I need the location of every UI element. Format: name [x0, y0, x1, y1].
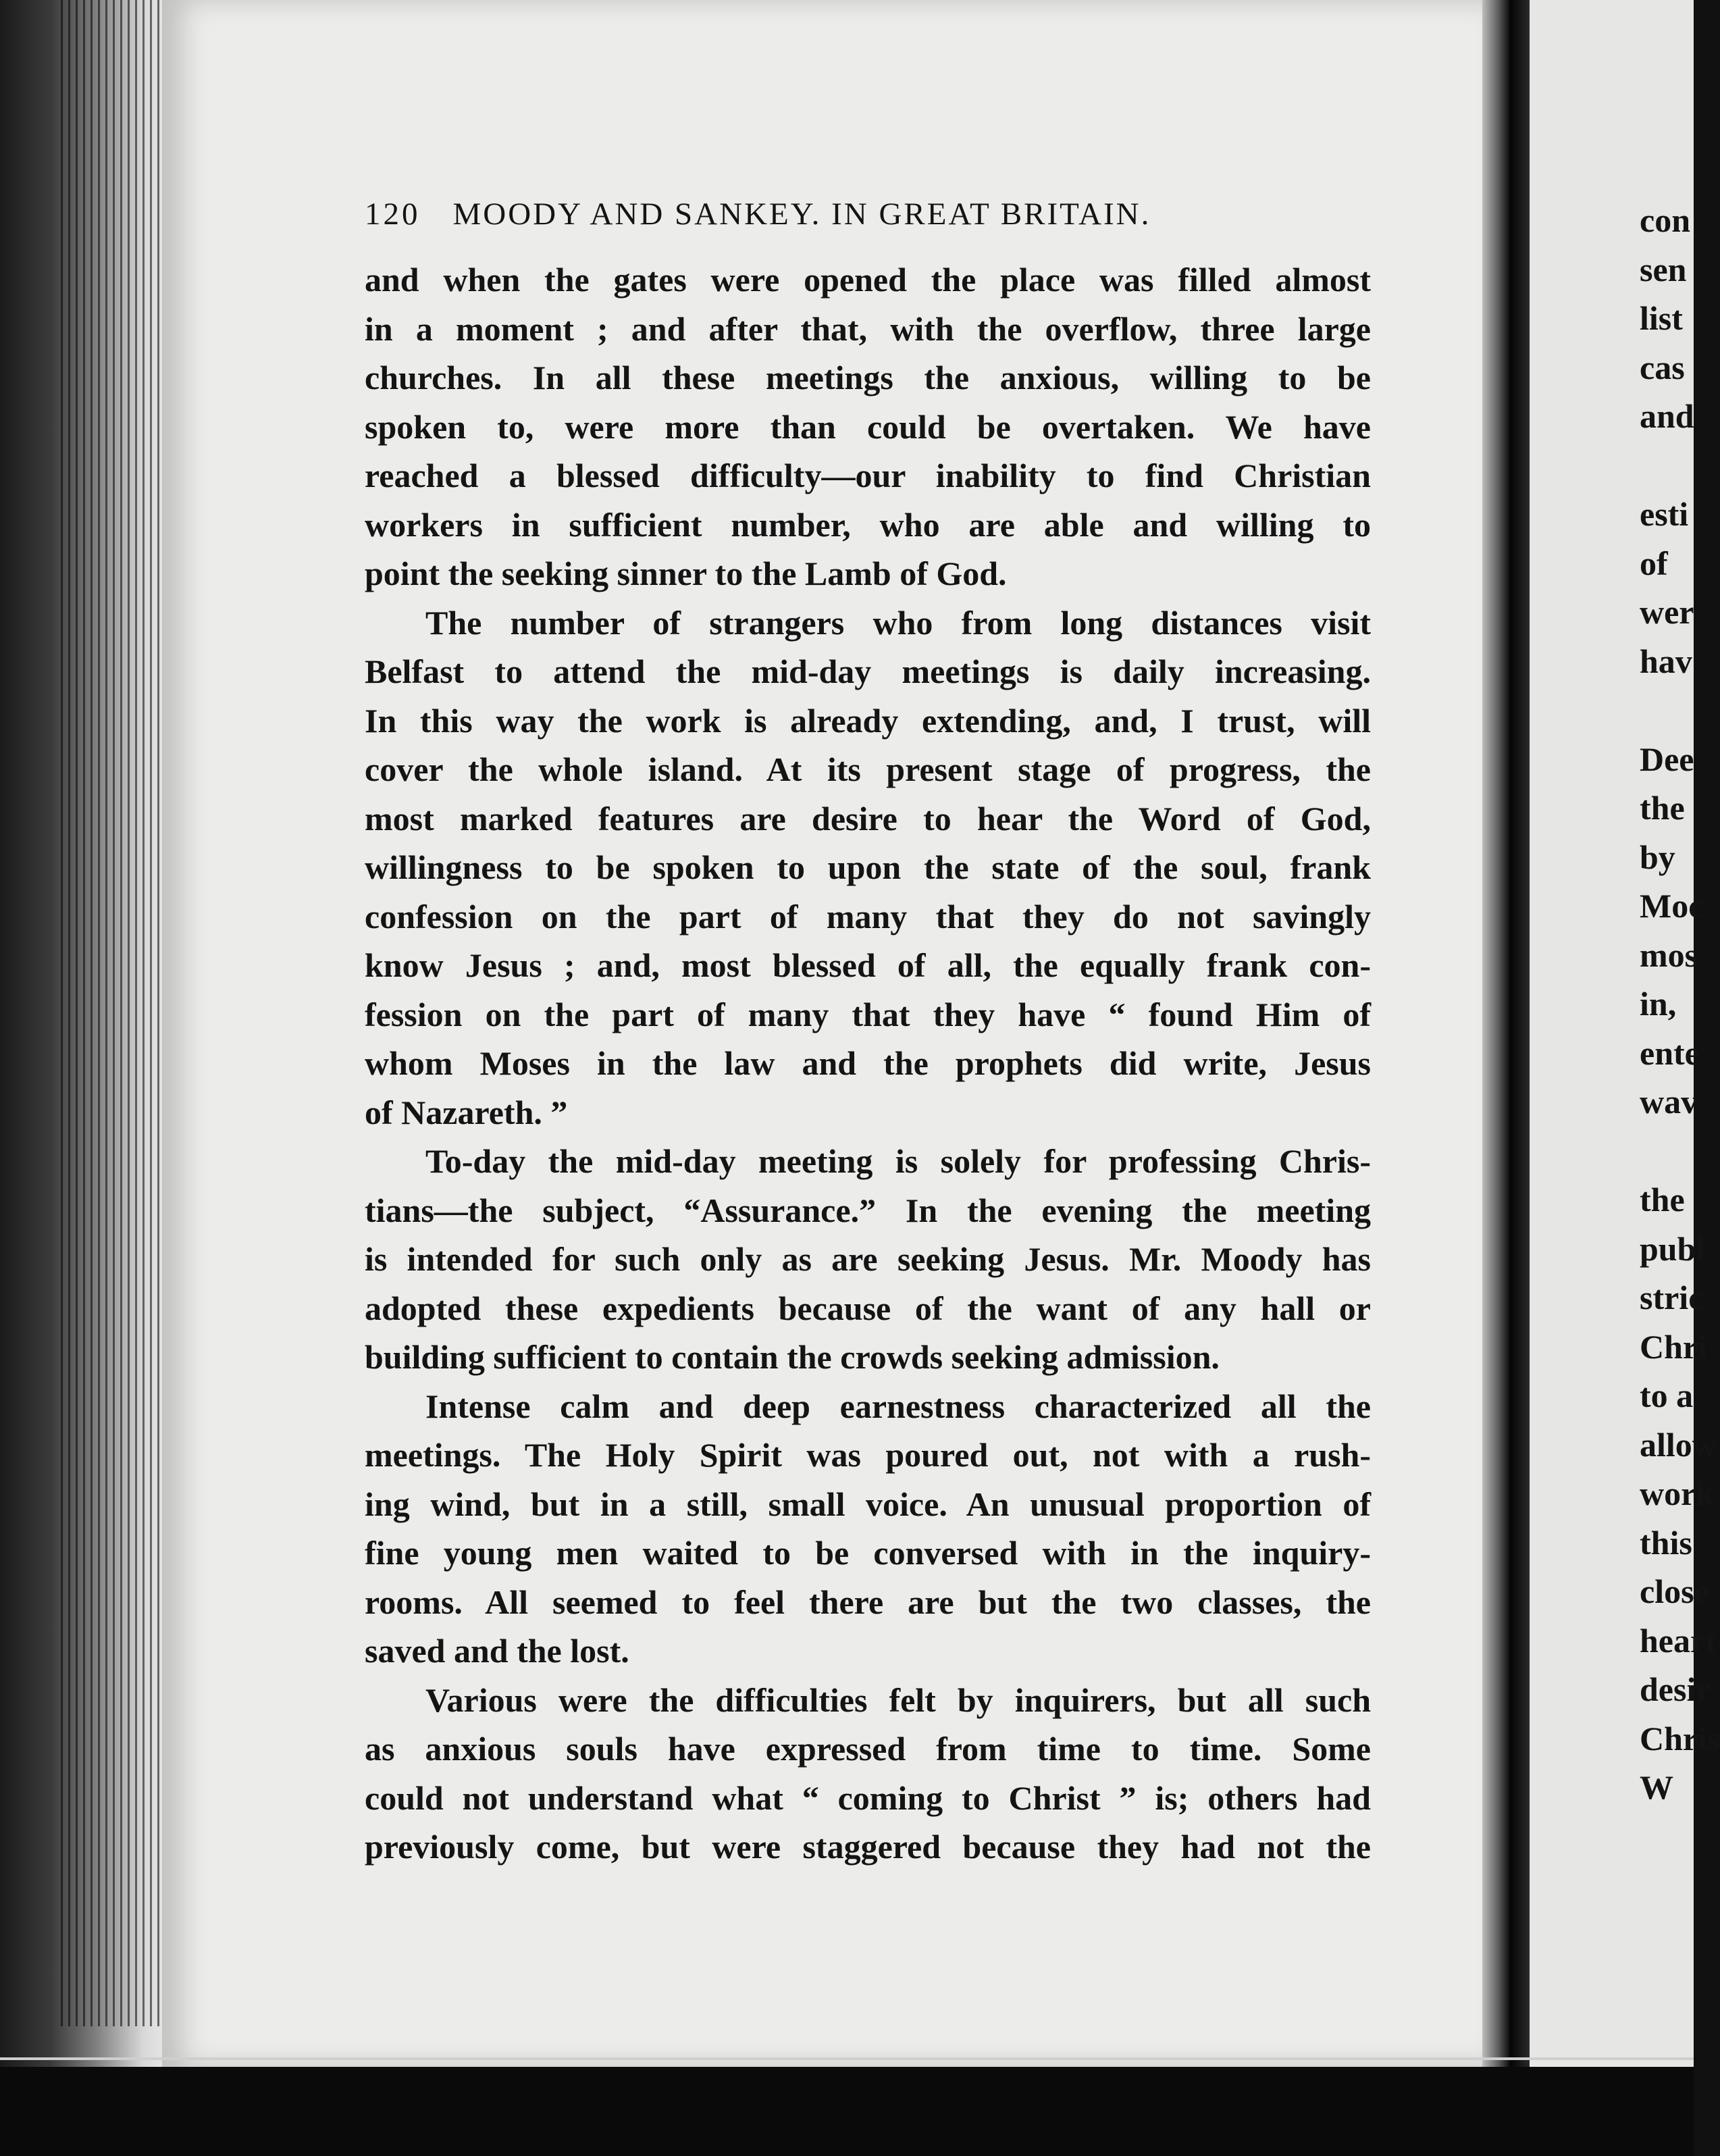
facing-page-text — [1640, 196, 1720, 1812]
facing-page-fragment: the — [1640, 789, 1685, 827]
body-text — [365, 255, 1371, 1872]
paragraph — [365, 598, 1371, 1137]
text-line: tians—the subject, “Assurance.” In the evening the meeting — [365, 1191, 1371, 1229]
text-line: in a moment ; and after that, with the overflow, three large — [365, 309, 1371, 348]
text-line: building sufficient to contain the crowds seeking admission. — [365, 1338, 1220, 1376]
text-line: rooms. All seemed to feel there are but the two classes, the — [365, 1583, 1371, 1621]
facing-page-fragment: cas — [1640, 348, 1685, 386]
facing-page-fragment: esti — [1640, 495, 1689, 533]
text-line: could not understand what “ coming to Christ ” is; others had — [365, 1778, 1371, 1817]
page-edge-lines — [61, 0, 169, 2026]
facing-page-fragment: and — [1640, 397, 1694, 435]
facing-page-fragment: to a — [1640, 1377, 1694, 1414]
running-title: MOODY AND SANKEY. IN GREAT BRITAIN. — [452, 197, 1151, 232]
paragraph — [365, 1137, 1371, 1382]
scan-rule — [0, 2057, 1694, 2060]
text-line: reached a blessed difficulty—our inability to find Christian — [365, 457, 1371, 494]
text-line: as anxious souls have expressed from time to time. Some — [365, 1730, 1371, 1768]
paragraph — [365, 255, 1371, 598]
facing-page-fragment: con — [1640, 201, 1690, 239]
text-line: fine young men waited to be conversed with in the inquiry- — [365, 1534, 1371, 1572]
text-line: adopted these expedients because of the want of any hall or — [365, 1289, 1371, 1327]
facing-page-fragment — [1640, 686, 1694, 735]
text-line: whom Moses in the law and the prophets did write, Jesus — [365, 1044, 1371, 1082]
facing-page-fragment: list — [1640, 299, 1683, 337]
text-line: To-day the mid-day meeting is solely for professing Chris- — [425, 1142, 1371, 1180]
left-page-text — [365, 196, 1371, 1872]
facing-page-fragment: by — [1640, 838, 1675, 876]
text-line: point the seeking sinner to the Lamb of God. — [365, 555, 1007, 592]
facing-page-fragment: desir — [1640, 1670, 1711, 1708]
facing-page-fragment: W — [1640, 1768, 1673, 1806]
text-line: churches. In all these meetings the anxious, willing to be — [365, 359, 1371, 396]
running-head — [365, 196, 1371, 232]
facing-page-fragment: hav — [1640, 642, 1692, 680]
facing-page-fragment: the — [1640, 1181, 1685, 1218]
text-line: workers in sufficient number, who are able and willing to — [365, 505, 1371, 544]
text-line: confession on the part of many that they do not savingly — [365, 897, 1371, 935]
text-line: In this way the work is already extending, and, I trust, will — [365, 701, 1371, 740]
facing-page-fragment: work — [1640, 1474, 1715, 1512]
text-line: Various were the difficulties felt by inquirers, but all such — [425, 1680, 1371, 1719]
text-line: of Nazareth. ” — [365, 1093, 568, 1131]
text-line: ing wind, but in a still, small voice. An unusual proportion of — [365, 1485, 1371, 1523]
facing-page-fragment: allow — [1640, 1425, 1717, 1464]
text-line: is intended for such only as are seeking Jesus. Mr. Moody has — [365, 1240, 1371, 1278]
facing-page-fragment: of — [1640, 544, 1668, 582]
text-line: willingness to be spoken to upon the state of the soul, frank — [365, 848, 1371, 886]
facing-page-fragment — [1640, 1127, 1694, 1176]
text-line: fession on the part of many that they have “ found Him of — [365, 995, 1371, 1033]
facing-page-fragment: wer — [1640, 593, 1694, 631]
facing-page-fragment: this — [1640, 1523, 1692, 1562]
facing-page-fragment: in, — [1640, 985, 1677, 1023]
text-line: Intense calm and deep earnestness characterized all the — [425, 1387, 1371, 1425]
facing-page-fragment: wav — [1640, 1083, 1698, 1121]
scan-bottom-band — [0, 2067, 1694, 2156]
paragraph — [365, 1382, 1371, 1676]
facing-page-fragment: heart — [1640, 1621, 1717, 1660]
facing-page-fragment: mos — [1640, 935, 1698, 974]
page-number: 120 — [365, 197, 421, 232]
text-line: Belfast to attend the mid-day meetings is daily increasing. — [365, 652, 1371, 690]
facing-page-fragment: Moc — [1640, 887, 1704, 925]
facing-page-fragment — [1640, 441, 1694, 490]
facing-page-fragment: publ — [1640, 1229, 1706, 1268]
facing-page-fragment: stric — [1640, 1279, 1704, 1316]
text-line: most marked features are desire to hear the Word of God, — [365, 799, 1371, 838]
facing-page-fragment: sen — [1640, 250, 1687, 288]
book-spine — [1482, 0, 1530, 2067]
text-line: meetings. The Holy Spirit was poured out, not with a rush- — [365, 1436, 1371, 1474]
text-line: know Jesus ; and, most blessed of all, the equally frank con- — [365, 946, 1371, 984]
text-line: previously come, but were staggered because they had not the — [365, 1828, 1371, 1866]
facing-page-fragment: Chris — [1640, 1719, 1720, 1757]
text-line: spoken to, were more than could be overtaken. We have — [365, 407, 1371, 446]
text-line: cover the whole island. At its present stage of progress, the — [365, 750, 1371, 788]
text-line: The number of strangers who from long distances visit — [425, 603, 1371, 642]
facing-page-fragment: close — [1640, 1572, 1709, 1610]
facing-page-fragment: Dee — [1640, 740, 1694, 778]
facing-page-fragment: ente — [1640, 1033, 1700, 1072]
facing-page-fragment: Chri — [1640, 1327, 1707, 1366]
text-line: and when the gates were opened the place was filled almost — [365, 261, 1371, 299]
paragraph — [365, 1676, 1371, 1872]
text-line: saved and the lost. — [365, 1632, 629, 1670]
